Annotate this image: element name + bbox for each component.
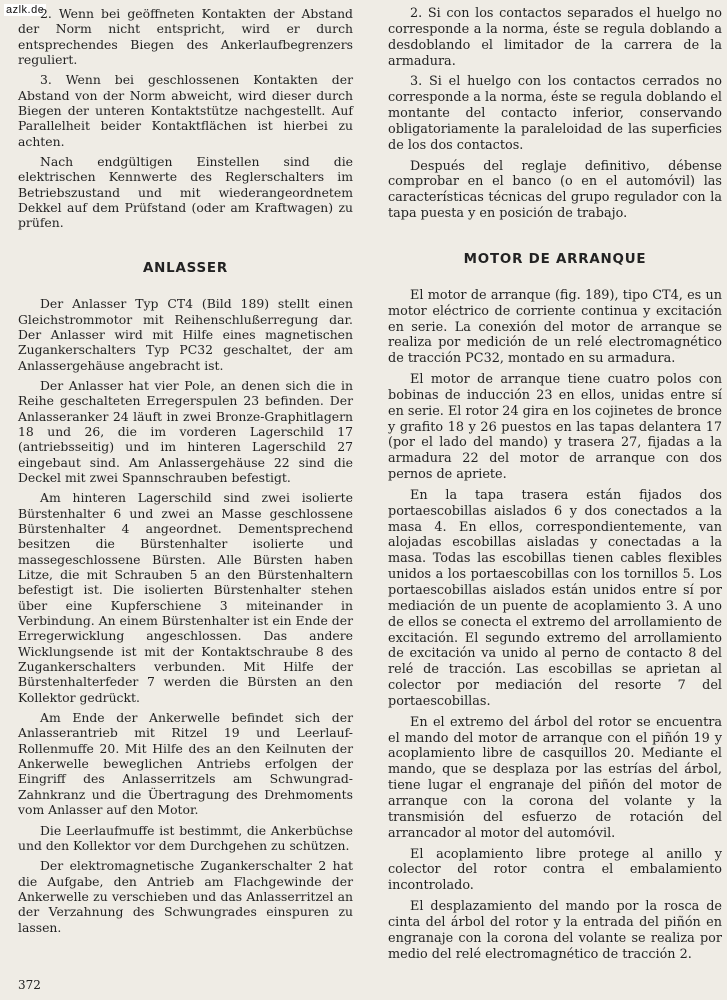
left-intro-paragraph: Nach endgültigen Einstellen sind die elektrischen Kennwerte des Reglerschalters im Betriebszustand und mit wiederangeordnetem Dekkel auf dem Prüfstand (oder am Kraftwagen) zu prüfen. bbox=[18, 154, 353, 231]
right-intro-paragraph: Después del reglaje definitivo, débense comprobar en el banco (o en el automóvil) las características técnicas del grupo regulador con la tapa puesta y en posición de trabajo. bbox=[388, 158, 722, 222]
left-paragraph: Die Leerlaufmuffe ist bestimmt, die Ankerbüchse und den Kollektor vor dem Durchgehen zu schützen. bbox=[18, 822, 353, 853]
left-paragraph: Der Anlasser hat vier Pole, an denen sich die in Reihe geschalteten Erregerspulen 23 befinden. Der Anlasseranker 24 läuft in zwei Bronze-Graphitlagern 18 und 26, die im vorderen Lagerschild 17 (antriebsseitig) und im hinteren Lagerschild 27 eingebaut sind. Am Anlassergehäuse 22 sind die Deckel mit zwei Spannschrauben befestigt. bbox=[18, 377, 353, 485]
right-paragraph: El motor de arranque (fig. 189), tipo CT4, es un motor eléctrico de corriente continua y excitación en serie. La conexión del motor de arranque se realiza por medición de un relé electromagnético de tracción PC32, montado en su armadura. bbox=[388, 287, 722, 367]
page-number: 372 bbox=[18, 978, 41, 992]
right-paragraph: El desplazamiento del mando por la rosca de cinta del árbol del rotor y la entrada del piñón en engranaje con la corona del volante se realiza por medio del relé electromagnético de tracción 2. bbox=[388, 899, 722, 962]
left-intro-paragraph: 2. Wenn bei geöffneten Kontakten der Abstand der Norm nicht entspricht, wird er durch entsprechendes Biegen des Ankerlaufbegrenzers reguliert. bbox=[18, 6, 353, 68]
left-paragraph: Der elektromagnetische Zugankerschalter 2 hat die Aufgabe, den Antrieb am Flachgewinde der Ankerwelle zu verschieben und das Anlasserritzel an der Verzahnung des Schwungrades einspuren zu lassen. bbox=[18, 858, 353, 935]
right-column bbox=[388, 6, 722, 967]
left-paragraph: Der Anlasser Typ CT4 (Bild 189) stellt einen Gleichstrommotor mit Reihenschlußerregung dar. Der Anlasser wird mit Hilfe eines magnetischen Zugankerschalters Typ PC32 geschaltet, der am Anlassergehäuse angebracht ist. bbox=[18, 296, 353, 373]
left-intro-paragraph: 3. Wenn bei geschlossenen Kontakten der Abstand von der Norm abweicht, wird dieser durch Biegen der unteren Kontaktstütze nachgestellt. Auf Parallelheit beider Kontaktflächen ist hierbei zu achten. bbox=[18, 72, 353, 149]
right-intro-paragraph: 2. Si con los contactos separados el huelgo no corresponde a la norma, éste se regula doblando a desdoblando el limitador de la carrera de la armadura. bbox=[388, 6, 722, 69]
left-paragraph: Am Ende der Ankerwelle befindet sich der Anlasserantrieb mit Ritzel 19 und Leerlauf-Rollenmuffe 20. Mit Hilfe des an den Keilnuten der Ankerwelle beweglichen Antriebs erfolgen der Eingriff des Anlasserritzels am Schwungrad-Zahnkranz und die Übertragung des Drehmoments vom Anlasser auf den Motor. bbox=[18, 710, 353, 818]
left-paragraph: Am hinteren Lagerschild sind zwei isolierte Bürstenhalter 6 und zwei an Masse geschlossene Bürstenhalter 4 angeordnet. Dementsprechend besitzen die Bürstenhalter isolierte und massegeschlossene Bürsten. Alle Bürsten haben Litze, die mit Schrauben 5 an den Bürstenhaltern befestigt ist. Die isolierten Bürstenhalter stehen über eine Kupferschiene 3 miteinander in Verbindung. An einem Bürstenhalter ist ein Ende der Erregerwicklung angeschlossen. Das andere Wicklungsende ist mit der Kontaktschraube 8 des Zugankerschalters verbunden. Mit Hilfe der Bürstenhalterfeder 7 werden die Bürsten an den Kollektor gedrückt. bbox=[18, 490, 353, 705]
right-intro-paragraph: 3. Si el huelgo con los contactos cerrados no corresponde a la norma, éste se regula doblando el montante del contacto inferior, conservando obligatoriamente la paraleloidad de las superficies de los dos contactos. bbox=[388, 74, 722, 153]
section-heading-anlasser: ANLASSER bbox=[142, 260, 228, 276]
watermark-label: azlk.de bbox=[6, 4, 45, 16]
right-paragraph: En la tapa trasera están fijados dos portaescobillas aislados 6 y dos conectados a la masa 4. En ellos, correspondientemente, van alojadas escobillas aisladas y conectadas a la masa. Todas las escobillas tienen cables flexibles unidos a los portaescobillas con los tornillos 5. Los portaescobillas aislados están unidos entre sí por mediación de un puente de acoplamiento 3. A uno de ellos se conecta el extremo del arrollamiento de excitación. El segundo extremo del arrollamiento de excitación va unido al perno de contacto 8 del relé de tracción. Las escobillas se aprietan al colector por mediación del resorte 7 del portaescobillas. bbox=[388, 487, 722, 709]
right-paragraph: El motor de arranque tiene cuatro polos con bobinas de inducción 23 en ellos, unidas entre sí en serie. El rotor 24 gira en los cojinetes de bronce y grafito 18 y 26 puestos en las tapas delantera 17 (por el lado del mando) y trasera 27, fijadas a la armadura 22 del motor de arranque con dos pernos de apriete. bbox=[388, 372, 722, 483]
right-paragraph: En el extremo del árbol del rotor se encuentra el mando del motor de arranque con el piñón 19 y acoplamiento libre de casquillos 20. Mediante el mando, que se desplaza por las estrías del árbol, tiene lugar el engranaje del piñón del motor de arranque con la corona del volante y la transmisión del esfuerzo de rotación del arrancador al motor del automóvil. bbox=[388, 714, 722, 841]
left-column bbox=[18, 6, 353, 940]
section-heading-motor-de-arranque: MOTOR DE ARRANQUE bbox=[463, 251, 647, 267]
right-paragraph: El acoplamiento libre protege al anillo y colector del rotor contra el embalamiento incontrolado. bbox=[388, 846, 722, 894]
